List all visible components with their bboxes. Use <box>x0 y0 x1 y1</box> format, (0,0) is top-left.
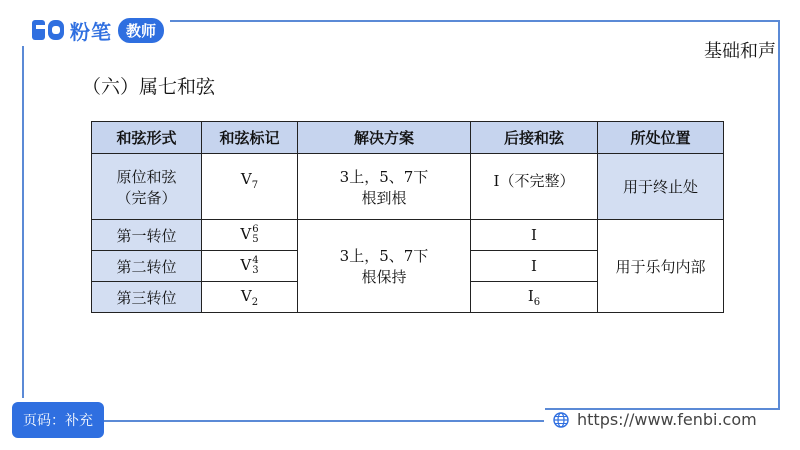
page-code-badge: 页码：补充 <box>12 402 104 438</box>
cell-follow <box>471 154 598 220</box>
cell-position-merged: 用于乐句内部 <box>598 220 724 313</box>
table-row <box>92 220 724 251</box>
cell-follow <box>471 282 598 313</box>
follow-note: （不完整） <box>499 172 575 190</box>
follow-chord: I <box>493 172 500 190</box>
header-form: 和弦形式 <box>92 122 202 154</box>
url-text[interactable]: https://www.fenbi.com <box>577 410 757 429</box>
symbol-base: V <box>240 225 252 243</box>
table-row <box>92 154 724 220</box>
cell-symbol <box>202 282 298 313</box>
frame-line-left <box>22 46 24 398</box>
cell-symbol <box>202 251 298 282</box>
header-solution: 解决方案 <box>298 122 471 154</box>
symbol-base: V <box>240 170 252 188</box>
cell-form <box>92 154 202 220</box>
follow-chord: I <box>527 286 534 305</box>
cell-symbol <box>202 154 298 220</box>
symbol-sub: 5 <box>252 234 259 245</box>
website-url[interactable] <box>553 410 757 429</box>
frame-line-top <box>170 20 780 22</box>
follow-chord: I <box>531 257 537 275</box>
logo-tag: 教师 <box>118 18 164 43</box>
header-follow: 后接和弦 <box>471 122 598 154</box>
fenbi-logo-icon <box>30 17 66 43</box>
solution-line-1: 3上，5、7下 <box>339 167 429 186</box>
solution-line-2: 根保持 <box>361 268 407 286</box>
frame-line-right <box>778 20 780 410</box>
cell-solution <box>298 154 471 220</box>
cell-position: 用于终止处 <box>598 154 724 220</box>
solution-line-1: 3上，5、7下 <box>339 247 429 265</box>
symbol-sub: 3 <box>252 265 259 276</box>
topic-label: 基础和声 <box>704 41 776 62</box>
section-title: （六）属七和弦 <box>82 76 216 98</box>
cell-form: 第一转位 <box>92 220 202 251</box>
logo-brand-text: 粉笔 <box>70 19 112 44</box>
follow-chord: I <box>531 226 537 244</box>
symbol-sub: 7 <box>251 180 259 191</box>
form-line-1: 原位和弦 <box>116 167 177 186</box>
header-position: 所处位置 <box>598 122 724 154</box>
symbol-base: V <box>240 256 252 274</box>
cell-follow <box>471 220 598 251</box>
globe-icon <box>553 412 569 428</box>
form-line-2: （完备） <box>116 188 177 207</box>
cell-follow <box>471 251 598 282</box>
cell-solution-merged <box>298 220 471 313</box>
symbol-sub: 2 <box>251 296 259 308</box>
symbol-sup: 6 <box>252 224 259 235</box>
symbol-base: V <box>240 286 252 305</box>
header-symbol: 和弦标记 <box>202 122 298 154</box>
cell-symbol <box>202 220 298 251</box>
follow-sub: 6 <box>533 296 541 308</box>
cell-form: 第三转位 <box>92 282 202 313</box>
table-header-row <box>92 122 724 154</box>
fenbi-logo <box>30 12 164 48</box>
solution-line-2: 根到根 <box>361 188 407 207</box>
symbol-sup: 4 <box>252 255 259 266</box>
cell-form: 第二转位 <box>92 251 202 282</box>
chord-table <box>91 121 724 313</box>
